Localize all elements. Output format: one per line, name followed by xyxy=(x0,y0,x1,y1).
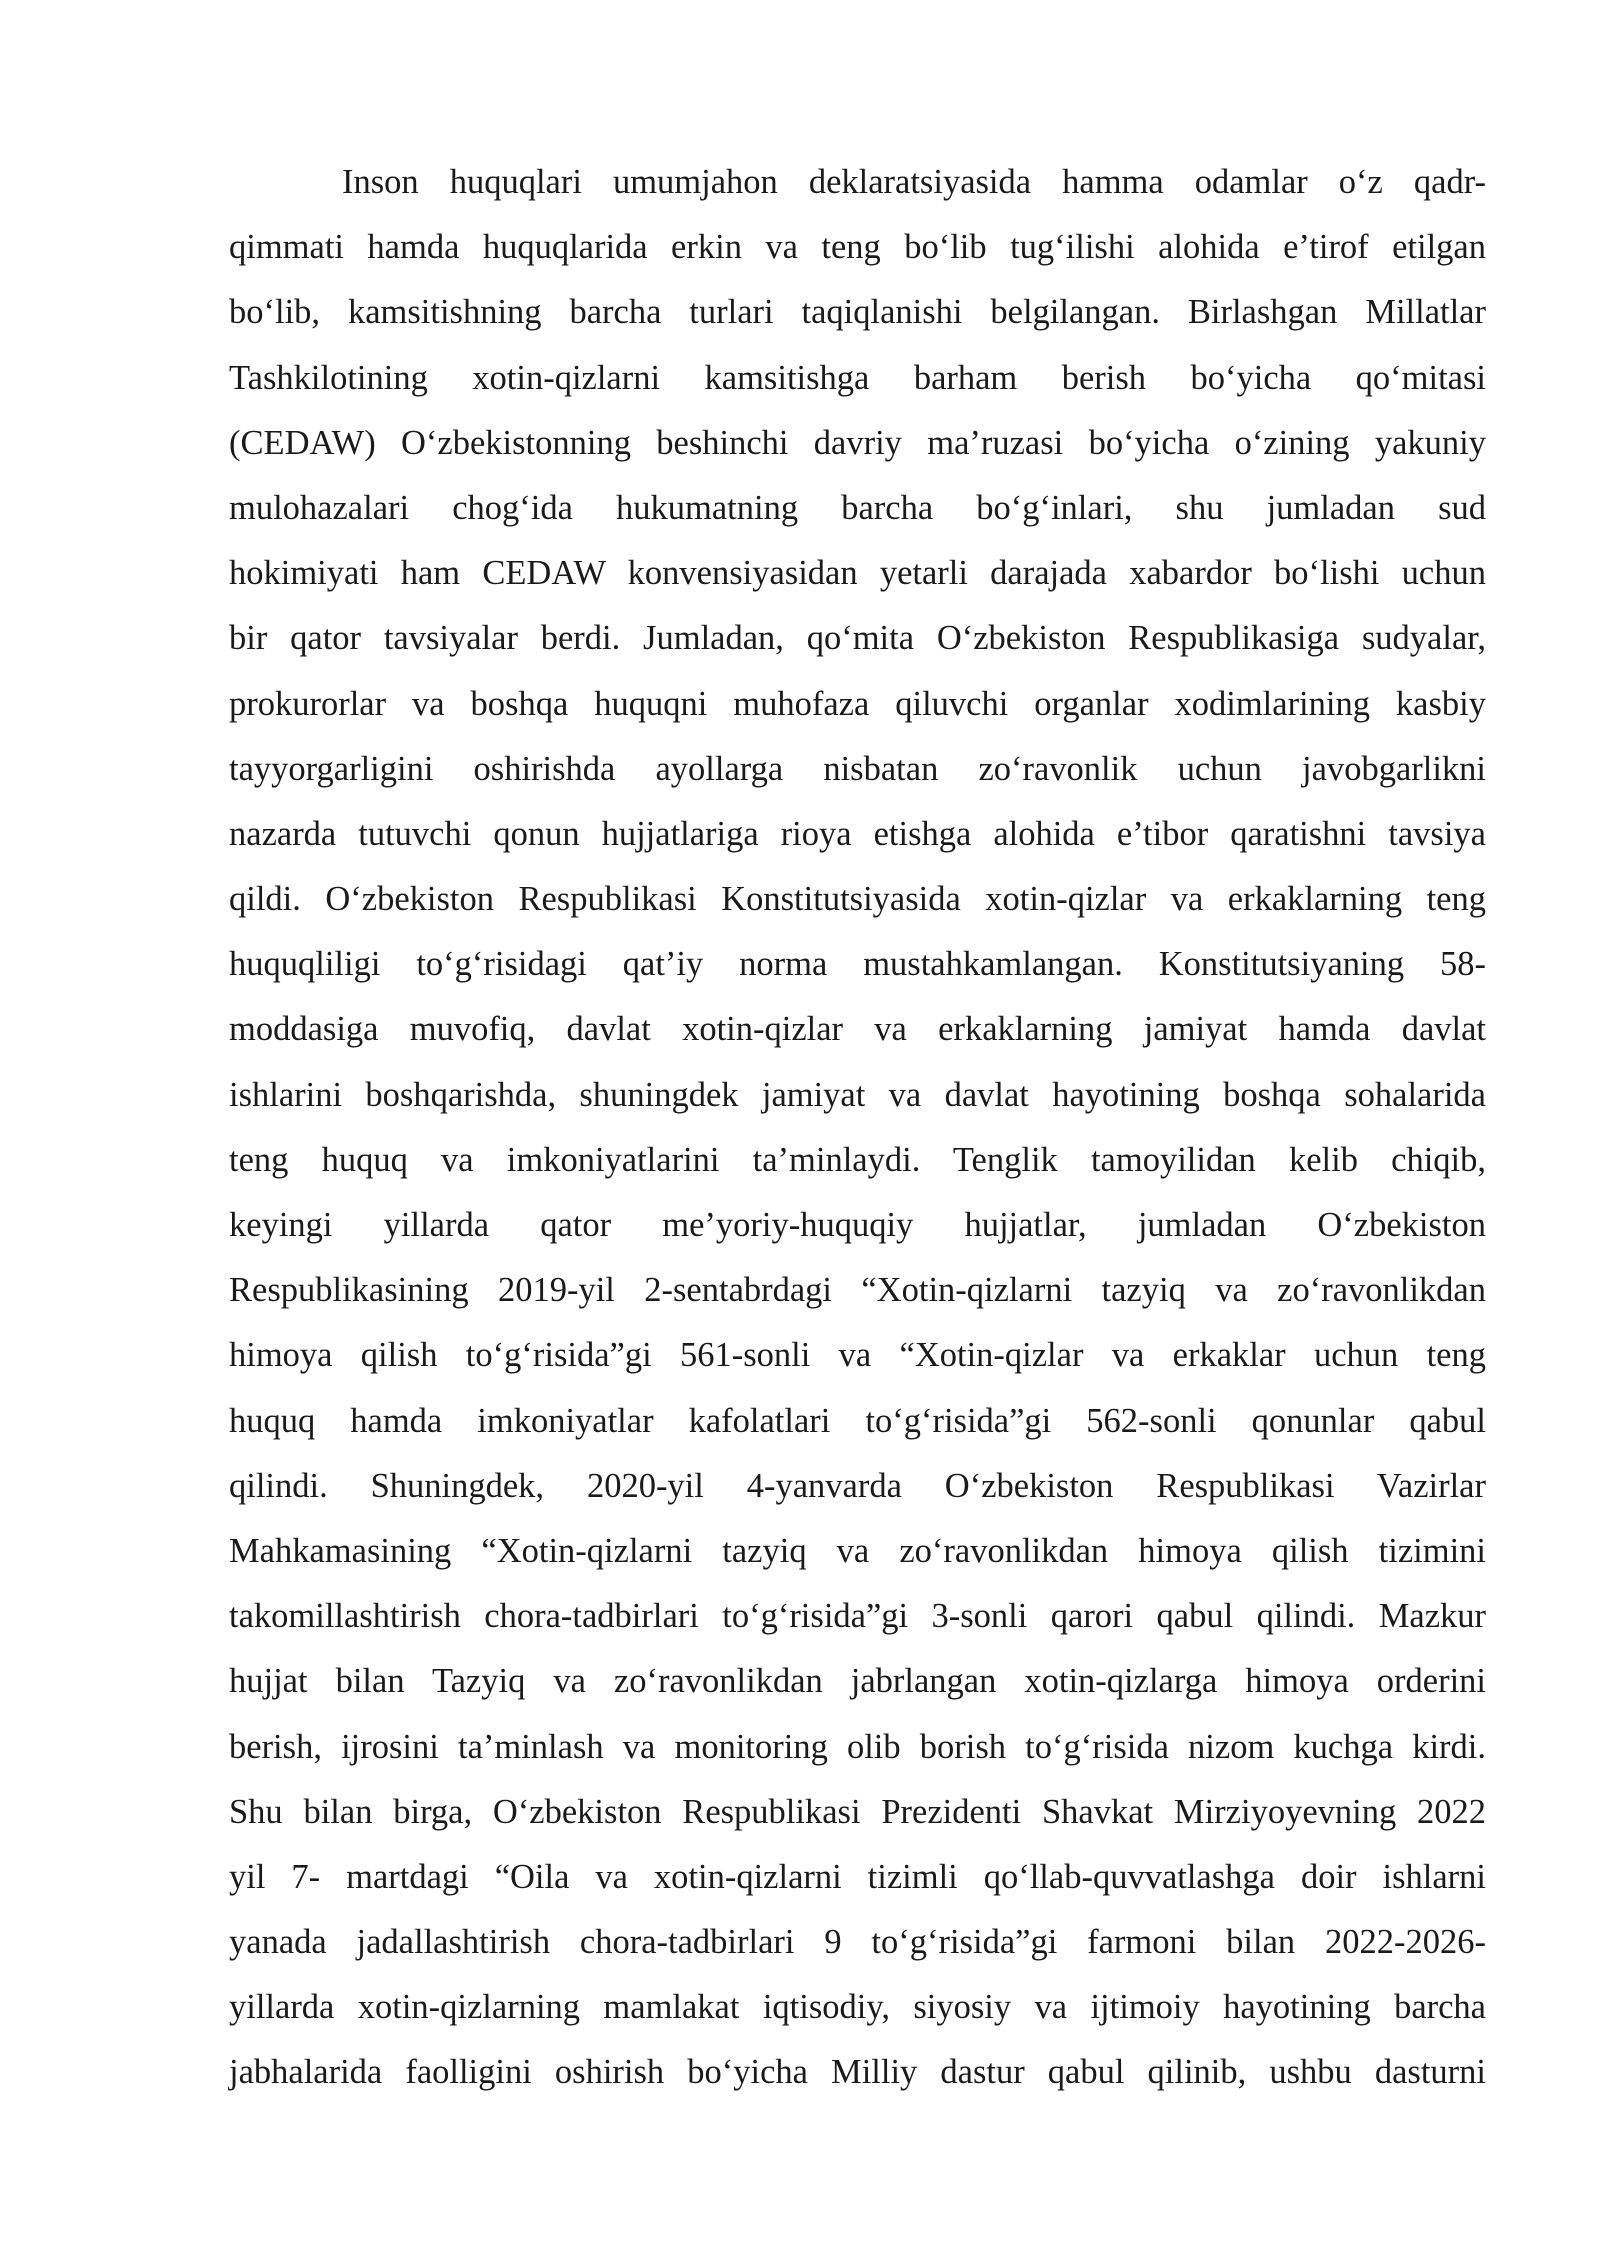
text-line: moddasiga muvofiq, davlat xotin-qizlar va erkaklarning jamiyat hamda davlat xyxy=(229,1010,1486,1049)
text-line: bir qator tavsiyalar berdi. Jumladan, qo‘mita O‘zbekiston Respublikasiga sudyalar, xyxy=(229,619,1486,658)
text-line: takomillashtirish chora-tadbirlari to‘g‘risida”gi 3-sonli qarori qabul qilindi. Mazkur xyxy=(229,1597,1486,1636)
text-line: jabhalarida faolligini oshirish bo‘yicha Milliy dastur qabul qilinib, ushbu dasturni xyxy=(229,2053,1486,2092)
text-line: hokimiyati ham CEDAW konvensiyasidan yetarli darajada xabardor bo‘lishi uchun xyxy=(229,554,1486,593)
text-line: yil 7- martdagi “Oila va xotin-qizlarni tizimli qo‘llab-quvvatlashga doir ishlarni xyxy=(229,1857,1486,1896)
text-line: qildi. O‘zbekiston Respublikasi Konstitutsiyasida xotin-qizlar va erkaklarning teng xyxy=(229,880,1486,919)
text-line: Shu bilan birga, O‘zbekiston Respublikasi Prezidenti Shavkat Mirziyoyevning 2022 xyxy=(229,1792,1486,1831)
body-paragraph xyxy=(229,150,1486,2106)
text-line: himoya qilish to‘g‘risida”gi 561-sonli va “Xotin-qizlar va erkaklar uchun teng xyxy=(229,1336,1486,1375)
text-line: huquq hamda imkoniyatlar kafolatlari to‘g‘risida”gi 562-sonli qonunlar qabul xyxy=(229,1401,1486,1440)
text-line: Respublikasining 2019-yil 2-sentabrdagi “Xotin-qizlarni tazyiq va zo‘ravonlikdan xyxy=(229,1271,1486,1310)
text-line: bo‘lib, kamsitishning barcha turlari taqiqlanishi belgilangan. Birlashgan Millatlar xyxy=(229,293,1486,332)
text-line: keyingi yillarda qator me’yoriy-huquqiy hujjatlar, jumladan O‘zbekiston xyxy=(229,1206,1486,1244)
text-line: teng huquq va imkoniyatlarini ta’minlaydi. Tenglik tamoyilidan kelib chiqib, xyxy=(229,1140,1486,1179)
text-line: Inson huquqlari umumjahon deklaratsiyasida hamma odamlar o‘z qadr- xyxy=(342,163,1486,201)
text-line: huquqliligi to‘g‘risidagi qat’iy norma mustahkamlangan. Konstitutsiyaning 58- xyxy=(229,945,1486,984)
text-line: berish, ijrosini ta’minlash va monitoring olib borish to‘g‘risida nizom kuchga kirdi. xyxy=(229,1727,1486,1766)
text-line: Mahkamasining “Xotin-qizlarni tazyiq va zo‘ravonlikdan himoya qilish tizimini xyxy=(229,1531,1486,1570)
text-line: ishlarini boshqarishda, shuningdek jamiyat va davlat hayotining boshqa sohalarida xyxy=(229,1075,1486,1114)
text-line: nazarda tutuvchi qonun hujjatlariga rioya etishga alohida e’tibor qaratishni tavsiya xyxy=(229,814,1486,853)
text-line: hujjat bilan Tazyiq va zo‘ravonlikdan jabrlangan xotin-qizlarga himoya orderini xyxy=(229,1662,1486,1701)
text-line: yanada jadallashtirish chora-tadbirlari 9 to‘g‘risida”gi farmoni bilan 2022-2026- xyxy=(229,1923,1486,1962)
text-line: (CEDAW) O‘zbekistonning beshinchi davriy ma’ruzasi bo‘yicha o‘zining yakuniy xyxy=(229,423,1486,462)
text-line: Tashkilotining xotin-qizlarni kamsitishga barham berish bo‘yicha qo‘mitasi xyxy=(229,358,1486,397)
text-line: qimmati hamda huquqlarida erkin va teng bo‘lib tug‘ilishi alohida e’tirof etilgan xyxy=(229,228,1486,267)
text-line: qilindi. Shuningdek, 2020-yil 4-yanvarda O‘zbekiston Respublikasi Vazirlar xyxy=(229,1466,1486,1505)
text-line: mulohazalari chog‘ida hukumatning barcha bo‘g‘inlari, shu jumladan sud xyxy=(229,488,1486,527)
text-line: prokurorlar va boshqa huquqni muhofaza qiluvchi organlar xodimlarining kasbiy xyxy=(229,684,1486,723)
text-line: yillarda xotin-qizlarning mamlakat iqtisodiy, siyosiy va ijtimoiy hayotining barcha xyxy=(229,1988,1486,2027)
text-line: tayyorgarligini oshirishda ayollarga nisbatan zo‘ravonlik uchun javobgarlikni xyxy=(229,749,1486,788)
